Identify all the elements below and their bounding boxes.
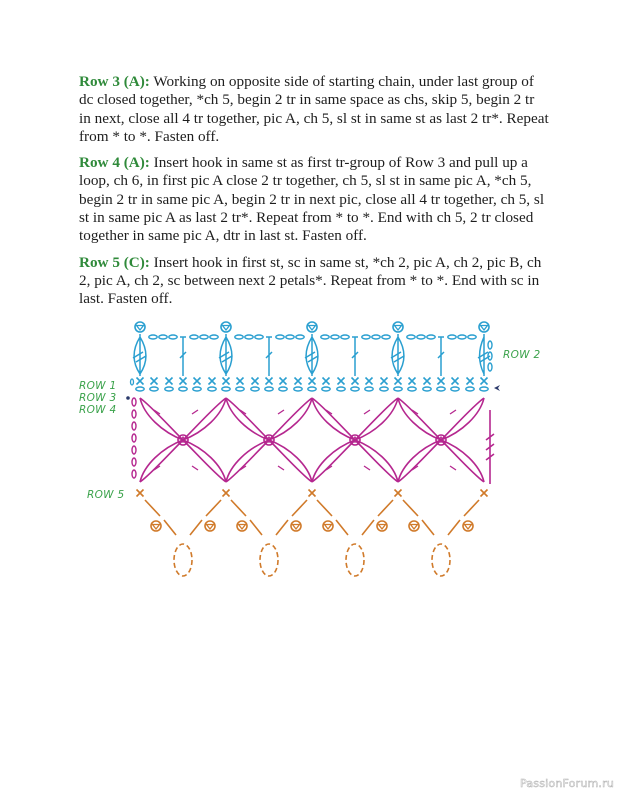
petal-group-3 (312, 398, 398, 482)
start-dot-icon (126, 396, 130, 400)
arrow-marker-icon (494, 385, 500, 391)
scallop-1 (145, 500, 221, 576)
cluster-3 (305, 322, 318, 376)
row-4-chart-label: ROW 4 (79, 404, 117, 416)
row-4-label: Row 4 (A): (79, 154, 150, 172)
row-3-label: Row 3 (A): (79, 73, 150, 90)
row-3-chart-label: ROW 3 (79, 392, 117, 404)
row-4-text: Insert hook in same st as first tr-group of Row 3 and pull up a loop, ch 6, in first pic A close 2 tr together, ch 5, sl st in same pic A, *ch 5, begin 2 tr in same pic A, begin 2 tr in next pic, close all 4 tr together, ch 5, sl st in same pic A as last 2 tr*. Repeat from * to *. End with ch 5, 2 tr closed together in same pic A, dtr in last st. Fasten off. (79, 154, 545, 245)
petal-group-4 (398, 398, 484, 482)
row-4-instruction (79, 154, 549, 245)
cluster-1 (133, 322, 146, 376)
watermark: PassionForum.ru (520, 777, 614, 790)
row-3-text: Working on opposite side of starting chain, under last group of dc closed together, *ch 5, begin 2 tr in same space as chs, skip 5, begin 2 tr in next, close all 4 tr together, pic A, ch 5, sl st in same st as last 2 tr*. Repeat from * to *. Fasten off. (79, 73, 549, 145)
cluster-5 (478, 322, 492, 376)
cluster-2 (219, 322, 232, 376)
row-2-stitches (133, 322, 492, 376)
cluster-4 (391, 322, 404, 376)
pattern-instructions (79, 73, 549, 317)
crochet-chart (0, 310, 618, 590)
row-5-stitches (137, 490, 488, 577)
row-2-label: ROW 2 (503, 349, 541, 361)
row-1-label: ROW 1 (79, 380, 117, 392)
row-1-stitches (131, 378, 489, 392)
petal-group-2 (226, 398, 312, 482)
row-5-text: Insert hook in first st, sc in same st, *ch 2, pic A, ch 2, pic B, ch 2, pic A, ch 2, sc between next 2 petals*. Repeat from * to *. End with sc in last. Fasten off. (79, 253, 542, 308)
rows-3-4-petals (132, 398, 494, 484)
row-5-label: Row 5 (C): (79, 253, 150, 271)
scallop-3 (317, 500, 393, 576)
row-5-chart-label: ROW 5 (87, 489, 125, 501)
petal-group-1 (140, 398, 226, 482)
scallop-4 (403, 500, 479, 576)
row-3-instruction (79, 73, 549, 146)
scallop-2 (231, 500, 307, 576)
row-5-instruction (79, 254, 549, 309)
